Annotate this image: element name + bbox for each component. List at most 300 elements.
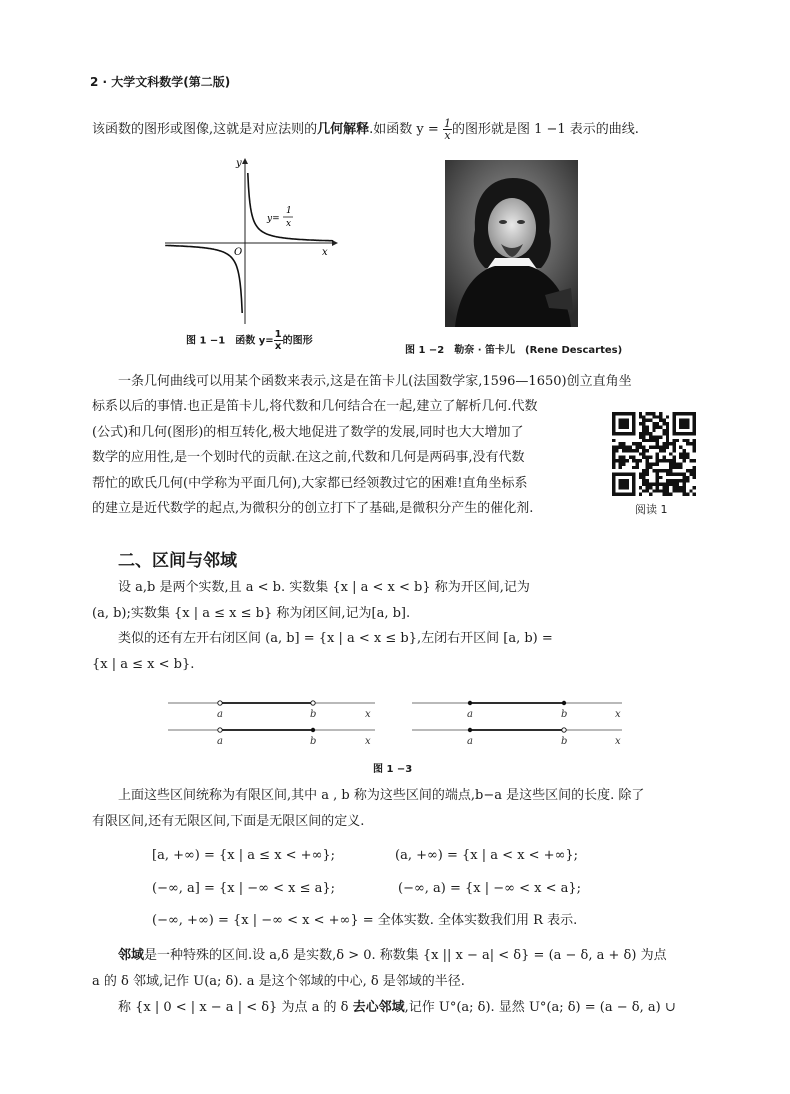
qr-module (619, 456, 622, 459)
qr-module (622, 483, 625, 486)
qr-module (693, 442, 696, 445)
qr-module (625, 419, 628, 422)
qr-module (656, 483, 659, 486)
qr-module (666, 459, 669, 462)
qr-module (619, 425, 622, 428)
qr-module (662, 446, 665, 449)
qr-module (679, 462, 682, 465)
qr-module (683, 483, 686, 486)
para2-line: 上面这些区间统称为有限区间,其中 a , b 称为这些区间的端点,b−a 是这些区间的长度. 除了 (118, 788, 645, 803)
qr-module (649, 436, 652, 439)
qr-module (662, 432, 665, 435)
qr-module (659, 459, 662, 462)
qr-module (689, 472, 692, 475)
qr-module (612, 446, 615, 449)
qr-module (659, 469, 662, 472)
intro-frac-num: 1 (443, 117, 451, 130)
qr-module (612, 459, 615, 462)
qr-module (639, 415, 642, 418)
qr-module (612, 429, 615, 432)
qr-module (646, 466, 649, 469)
qr-module (659, 419, 662, 422)
qr-module (689, 432, 692, 435)
qr-module (656, 442, 659, 445)
para1-line: 标系以后的事情.也正是笛卡儿,将代数和几何结合在一起,建立了解析几何.代数 (92, 399, 538, 414)
qr-module (672, 483, 675, 486)
neighborhood-line-1-text: 是一种特殊的区间.设 a,δ 是实数,δ > 0. 称数集 {x || x − a| < δ} = (a − δ, a + δ) 为点 (144, 948, 667, 963)
fig3-caption: 图 1 −3 (373, 764, 413, 775)
qr-module (646, 429, 649, 432)
qr-module (686, 412, 689, 415)
qr-module (649, 412, 652, 415)
qr-module (683, 452, 686, 455)
qr-module (686, 422, 689, 425)
inf-def-row1-right: (a, +∞) = {x | a < x < +∞}; (395, 848, 579, 863)
fig1-caption-num: 1 (274, 329, 282, 340)
point-b-label: b (561, 709, 568, 720)
para1-line: 帮忙的欧氏几何(中学称为平面几何),大家都已经领教过它的困难!直角坐标系 (92, 476, 528, 491)
qr-module (672, 479, 675, 482)
qr-module (683, 476, 686, 479)
qr-module (612, 432, 615, 435)
qr-module (672, 459, 675, 462)
qr-module (662, 429, 665, 432)
qr-module (612, 466, 615, 469)
qr-module (656, 472, 659, 475)
qr-module (625, 486, 628, 489)
qr-module (662, 422, 665, 425)
qr-module (622, 412, 625, 415)
qr-module (693, 419, 696, 422)
qr-module (652, 489, 655, 492)
para1-line: 一条几何曲线可以用某个函数来表示,这是在笛卡儿(法国数学家,1596—1650)创立直角坐 (118, 374, 632, 389)
fig1-caption (186, 329, 313, 352)
qr-module (649, 466, 652, 469)
qr-module (659, 425, 662, 428)
qr-module (676, 439, 679, 442)
qr-module (666, 479, 669, 482)
qr-module (622, 462, 625, 465)
qr-module (662, 493, 665, 496)
qr-module (632, 419, 635, 422)
qr-module (672, 412, 675, 415)
qr-module (642, 469, 645, 472)
qr-module (615, 446, 618, 449)
qr-module (649, 446, 652, 449)
qr-module (662, 469, 665, 472)
qr-module (615, 459, 618, 462)
intro-pre: 该函数的图形或图像,这就是对应法则的 (92, 122, 318, 137)
qr-module (693, 412, 696, 415)
qr-module (632, 422, 635, 425)
qr-module (656, 456, 659, 459)
qr-module (686, 439, 689, 442)
inf-def-row2-left: (−∞, a] = {x | −∞ < x ≤ a}; (152, 881, 336, 896)
qr-module (693, 469, 696, 472)
qr-module (652, 422, 655, 425)
qr-module (656, 479, 659, 482)
axis-x-label: x (365, 736, 371, 747)
qr-module (612, 472, 615, 475)
qr-module (642, 446, 645, 449)
qr-module (679, 425, 682, 428)
qr-module (632, 493, 635, 496)
qr-module (683, 422, 686, 425)
qr-module (615, 432, 618, 435)
intro-mid: .如函数 y = (369, 122, 443, 137)
qr-module (642, 489, 645, 492)
qr-module (656, 452, 659, 455)
qr-module (686, 432, 689, 435)
qr-module (689, 469, 692, 472)
qr-module (612, 479, 615, 482)
qr-module (642, 422, 645, 425)
qr-module (632, 489, 635, 492)
qr-module (612, 439, 615, 442)
qr-module (629, 456, 632, 459)
qr-module (622, 456, 625, 459)
qr-module (679, 456, 682, 459)
qr-module (639, 452, 642, 455)
qr-module (662, 489, 665, 492)
neighborhood-line-1 (118, 946, 667, 966)
qr-module (672, 472, 675, 475)
qr-module (639, 432, 642, 435)
qr-module (639, 446, 642, 449)
qr-module (612, 483, 615, 486)
closed-endpoint (468, 701, 472, 705)
qr-module (649, 439, 652, 442)
qr-module (672, 446, 675, 449)
section-title: 二、区间与邻域 (118, 551, 237, 571)
qr-module (619, 462, 622, 465)
qr-module (632, 486, 635, 489)
point-b-label: b (561, 736, 568, 747)
qr-module (619, 483, 622, 486)
qr-module (693, 429, 696, 432)
qr-module (679, 452, 682, 455)
qr-module (642, 439, 645, 442)
axis-x-label: x (615, 709, 621, 720)
point-a-label: a (467, 736, 473, 747)
fig1-caption-den: x (274, 341, 282, 352)
qr-module (612, 422, 615, 425)
qr-module (693, 449, 696, 452)
qr-module (632, 415, 635, 418)
inf-def-row2-right: (−∞, a) = {x | −∞ < x < a}; (398, 881, 582, 896)
qr-module (625, 432, 628, 435)
point-a-label: a (217, 709, 223, 720)
qr-module (632, 483, 635, 486)
qr-module (619, 412, 622, 415)
qr-module (676, 489, 679, 492)
qr-module (676, 432, 679, 435)
qr-module (666, 446, 669, 449)
qr-module (646, 479, 649, 482)
fig2-caption: 图 1 −2 勒奈 · 笛卡儿 (Rene Descartes) (405, 345, 623, 356)
qr-module (625, 472, 628, 475)
interval-def-line: {x | a ≤ x < b}. (92, 657, 195, 672)
qr-module (612, 452, 615, 455)
qr-module (693, 422, 696, 425)
qr-module (693, 415, 696, 418)
qr-module (622, 449, 625, 452)
fig1-caption-fraction (274, 329, 283, 352)
qr-module (625, 412, 628, 415)
qr-module (646, 486, 649, 489)
qr-module (683, 489, 686, 492)
qr-module (615, 412, 618, 415)
qr-module (683, 412, 686, 415)
qr-module (693, 466, 696, 469)
qr-module (656, 489, 659, 492)
qr-module (632, 479, 635, 482)
qr-module (676, 412, 679, 415)
qr-module (625, 422, 628, 425)
qr-module (656, 415, 659, 418)
qr-module (693, 493, 696, 496)
qr-module (649, 483, 652, 486)
qr-module (656, 439, 659, 442)
qr-module (693, 459, 696, 462)
qr-module (612, 415, 615, 418)
qr-module (639, 412, 642, 415)
qr-module (632, 449, 635, 452)
qr-module (625, 449, 628, 452)
curve-label-lhs: y= (267, 214, 280, 224)
qr-module (636, 449, 639, 452)
qr-module (642, 449, 645, 452)
qr-module (693, 472, 696, 475)
neighborhood-line-3-pre: 称 {x | 0 < | x − a | < δ} 为点 a 的 δ (118, 1000, 353, 1015)
curve-branch-negative (165, 246, 242, 314)
qr-module (619, 472, 622, 475)
qr-module (683, 456, 686, 459)
qr-module (672, 442, 675, 445)
qr-module (652, 425, 655, 428)
qr-module (679, 432, 682, 435)
origin-label: O (234, 247, 243, 258)
closed-endpoint (311, 728, 315, 732)
qr-module (646, 449, 649, 452)
qr-module (646, 432, 649, 435)
qr-module (669, 442, 672, 445)
qr-module (683, 419, 686, 422)
qr-module (686, 456, 689, 459)
qr-module (676, 466, 679, 469)
qr-module (683, 459, 686, 462)
qr-module (652, 469, 655, 472)
qr-module (615, 449, 618, 452)
qr-module (646, 456, 649, 459)
neighborhood-line-3 (118, 998, 676, 1018)
qr-module (686, 479, 689, 482)
qr-module (646, 425, 649, 428)
qr-module (612, 456, 615, 459)
qr-code-icon[interactable] (612, 412, 696, 496)
qr-module (686, 469, 689, 472)
qr-module (639, 472, 642, 475)
qr-module (679, 419, 682, 422)
qr-module (686, 452, 689, 455)
qr-module (652, 415, 655, 418)
intro-fraction (443, 118, 452, 141)
qr-module (659, 449, 662, 452)
intro-bold: 几何解释 (317, 122, 370, 137)
qr-module (642, 429, 645, 432)
qr-module (666, 489, 669, 492)
qr-module (672, 425, 675, 428)
fig1-caption-pre: 图 1 −1 函数 y= (186, 335, 274, 347)
qr-module (632, 472, 635, 475)
inf-def-row3: (−∞, +∞) = {x | −∞ < x < +∞} = 全体实数. 全体实数我们用 R 表示. (152, 913, 578, 928)
qr-module (625, 479, 628, 482)
qr-module (676, 479, 679, 482)
qr-module (622, 422, 625, 425)
qr-module (632, 429, 635, 432)
para1-line: (公式)和几何(图形)的相互转化,极大地促进了数学的发展,同时也大大增加了 (92, 425, 524, 440)
qr-module (683, 493, 686, 496)
qr-module (632, 432, 635, 435)
qr-module (679, 466, 682, 469)
qr-module (666, 429, 669, 432)
y-axis-arrow (242, 158, 248, 164)
x-axis-label: x (322, 247, 328, 258)
qr-module (646, 472, 649, 475)
qr-module (625, 425, 628, 428)
qr-module (656, 436, 659, 439)
qr-module (636, 462, 639, 465)
qr-module (656, 425, 659, 428)
qr-module (669, 479, 672, 482)
qr-module (662, 483, 665, 486)
qr-module (649, 432, 652, 435)
qr-module (672, 415, 675, 418)
open-endpoint (562, 728, 566, 732)
qr-module (672, 456, 675, 459)
qr-module (622, 459, 625, 462)
qr-module (632, 459, 635, 462)
qr-module (625, 493, 628, 496)
qr-module (649, 486, 652, 489)
qr-module (689, 412, 692, 415)
qr-module (639, 493, 642, 496)
qr-module (652, 429, 655, 432)
qr-module (619, 432, 622, 435)
qr-module (666, 432, 669, 435)
interval-def-line: 设 a,b 是两个实数,且 a < b. 实数集 {x | a < x < b} 称为开区间,记为 (118, 580, 530, 595)
qr-module (659, 489, 662, 492)
qr-module (659, 483, 662, 486)
qr-module (629, 412, 632, 415)
qr-module (683, 439, 686, 442)
qr-module (689, 442, 692, 445)
intro-line (92, 118, 639, 141)
qr-module (683, 432, 686, 435)
qr-module (672, 432, 675, 435)
qr-module (693, 439, 696, 442)
qr-module (689, 459, 692, 462)
qr-module (693, 425, 696, 428)
qr-module (612, 486, 615, 489)
qr-module (622, 432, 625, 435)
qr-module (636, 466, 639, 469)
interval-def-line: (a, b);实数集 {x | a ≤ x ≤ b} 称为闭区间,记为[a, b]. (92, 606, 411, 621)
qr-module (612, 493, 615, 496)
qr-module (636, 446, 639, 449)
qr-module (619, 479, 622, 482)
qr-module (612, 425, 615, 428)
qr-module (659, 446, 662, 449)
qr-module (679, 446, 682, 449)
qr-module (649, 419, 652, 422)
qr-module (652, 412, 655, 415)
open-endpoint (218, 728, 222, 732)
qr-module (672, 486, 675, 489)
qr-module (619, 459, 622, 462)
qr-module (642, 425, 645, 428)
qr-module (619, 466, 622, 469)
y-axis-label: y (236, 158, 242, 169)
descartes-portrait (445, 160, 578, 327)
qr-module (649, 493, 652, 496)
qr-module (619, 486, 622, 489)
qr-module (669, 452, 672, 455)
open-endpoint (218, 701, 222, 705)
qr-module (693, 486, 696, 489)
qr-module (666, 436, 669, 439)
qr-module (693, 446, 696, 449)
qr-module (632, 476, 635, 479)
qr-module (619, 419, 622, 422)
qr-module (622, 419, 625, 422)
point-a-label: a (467, 709, 473, 720)
qr-module (656, 459, 659, 462)
qr-module (646, 419, 649, 422)
intro-post: 的图形就是图 1 −1 表示的曲线. (451, 122, 639, 137)
qr-module (652, 439, 655, 442)
interval-number-lines (160, 690, 630, 752)
neighborhood-line-2: a 的 δ 邻域,记作 U(a; δ). a 是这个邻域的中心, δ 是邻域的半径. (92, 974, 465, 989)
deleted-neighborhood-term: 去心邻域 (352, 1000, 405, 1015)
qr-module (639, 422, 642, 425)
qr-module (666, 442, 669, 445)
qr-module (642, 436, 645, 439)
qr-module (619, 493, 622, 496)
neighborhood-line-3-post: ,记作 U°(a; δ). 显然 U°(a; δ) = (a − δ, a) ∪ (404, 1000, 676, 1015)
para2-line: 有限区间,还有无限区间,下面是无限区间的定义. (92, 814, 365, 829)
qr-module (659, 476, 662, 479)
qr-module (686, 493, 689, 496)
qr-module (622, 493, 625, 496)
qr-module (642, 476, 645, 479)
open-endpoint (311, 701, 315, 705)
qr-module (632, 442, 635, 445)
closed-endpoint (468, 728, 472, 732)
qr-module (662, 459, 665, 462)
qr-module (679, 479, 682, 482)
qr-module (646, 483, 649, 486)
qr-module (686, 476, 689, 479)
qr-module (612, 412, 615, 415)
qr-module (669, 459, 672, 462)
neighborhood-term: 邻域 (118, 948, 145, 963)
qr-module (622, 472, 625, 475)
qr-module (642, 479, 645, 482)
qr-module (672, 462, 675, 465)
qr-module (615, 493, 618, 496)
qr-module (629, 493, 632, 496)
